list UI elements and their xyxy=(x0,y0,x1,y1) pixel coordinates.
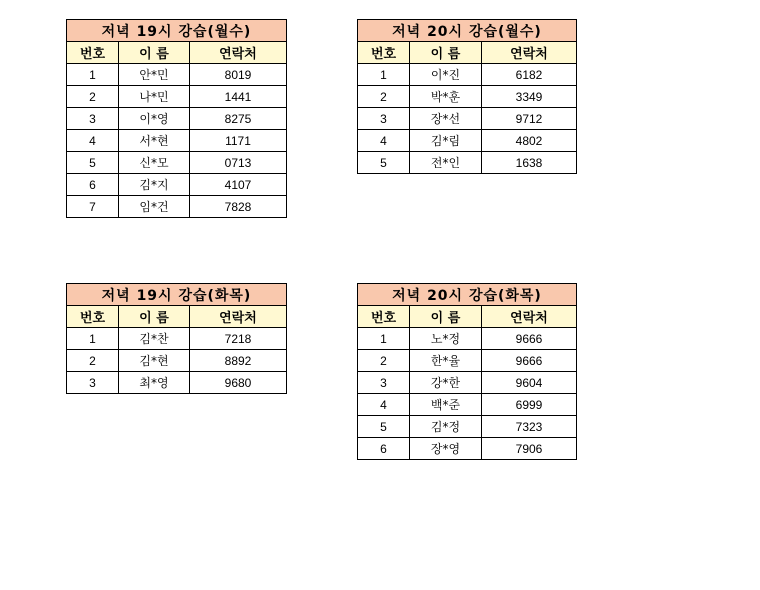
table-row xyxy=(358,438,577,460)
row-contact: 8275 xyxy=(190,108,287,130)
row-number: 4 xyxy=(67,130,119,152)
table-row xyxy=(358,350,577,372)
row-number: 3 xyxy=(358,108,410,130)
row-number: 3 xyxy=(67,108,119,130)
row-name: 나*민 xyxy=(119,86,190,108)
row-contact: 7323 xyxy=(482,416,577,438)
row-number: 2 xyxy=(67,86,119,108)
header-number: 번호 xyxy=(67,306,119,328)
row-contact: 0713 xyxy=(190,152,287,174)
row-contact: 7218 xyxy=(190,328,287,350)
row-number: 5 xyxy=(358,416,410,438)
schedule-table-tue-thu-20 xyxy=(357,283,577,460)
schedule-table-mon-wed-19 xyxy=(66,19,287,218)
table-row xyxy=(67,86,287,108)
table-title: 저녁 19시 강습(화목) xyxy=(67,284,287,306)
row-number: 1 xyxy=(67,328,119,350)
header-name: 이 름 xyxy=(410,306,482,328)
row-name: 백*준 xyxy=(410,394,482,416)
table-title: 저녁 20시 강습(월수) xyxy=(358,20,577,42)
row-number: 2 xyxy=(67,350,119,372)
row-name: 장*선 xyxy=(410,108,482,130)
row-contact: 6182 xyxy=(482,64,577,86)
row-number: 7 xyxy=(67,196,119,218)
row-contact: 7828 xyxy=(190,196,287,218)
row-number: 2 xyxy=(358,350,410,372)
row-name: 김*현 xyxy=(119,350,190,372)
row-contact: 9604 xyxy=(482,372,577,394)
row-number: 3 xyxy=(67,372,119,394)
row-contact: 9712 xyxy=(482,108,577,130)
row-name: 김*찬 xyxy=(119,328,190,350)
row-name: 전*인 xyxy=(410,152,482,174)
table-row xyxy=(67,64,287,86)
row-number: 1 xyxy=(358,64,410,86)
row-number: 5 xyxy=(67,152,119,174)
row-contact: 1638 xyxy=(482,152,577,174)
header-contact: 연락처 xyxy=(482,306,577,328)
row-name: 임*건 xyxy=(119,196,190,218)
header-number: 번호 xyxy=(358,42,410,64)
row-name: 박*훈 xyxy=(410,86,482,108)
table-row xyxy=(67,130,287,152)
row-contact: 9680 xyxy=(190,372,287,394)
row-contact: 9666 xyxy=(482,328,577,350)
row-name: 이*진 xyxy=(410,64,482,86)
row-number: 2 xyxy=(358,86,410,108)
row-name: 안*민 xyxy=(119,64,190,86)
table-row xyxy=(358,416,577,438)
table-row xyxy=(358,86,577,108)
table-row xyxy=(358,130,577,152)
row-number: 3 xyxy=(358,372,410,394)
row-name: 장*영 xyxy=(410,438,482,460)
header-name: 이 름 xyxy=(119,42,190,64)
row-number: 6 xyxy=(67,174,119,196)
table-title: 저녁 19시 강습(월수) xyxy=(67,20,287,42)
table-row xyxy=(67,152,287,174)
schedule-table-mon-wed-20 xyxy=(357,19,577,174)
row-name: 노*정 xyxy=(410,328,482,350)
header-contact: 연락처 xyxy=(190,42,287,64)
row-contact: 9666 xyxy=(482,350,577,372)
table-row xyxy=(358,372,577,394)
row-contact: 8019 xyxy=(190,64,287,86)
row-name: 김*지 xyxy=(119,174,190,196)
row-contact: 1441 xyxy=(190,86,287,108)
row-name: 김*정 xyxy=(410,416,482,438)
row-name: 서*현 xyxy=(119,130,190,152)
row-number: 4 xyxy=(358,130,410,152)
table-row xyxy=(67,372,287,394)
schedule-table-tue-thu-19 xyxy=(66,283,287,394)
table-title: 저녁 20시 강습(화목) xyxy=(358,284,577,306)
header-name: 이 름 xyxy=(119,306,190,328)
header-name: 이 름 xyxy=(410,42,482,64)
header-number: 번호 xyxy=(67,42,119,64)
table-row xyxy=(358,328,577,350)
row-number: 5 xyxy=(358,152,410,174)
table-row xyxy=(358,394,577,416)
row-number: 6 xyxy=(358,438,410,460)
table-row xyxy=(358,64,577,86)
row-contact: 4802 xyxy=(482,130,577,152)
table-row xyxy=(358,108,577,130)
row-number: 1 xyxy=(358,328,410,350)
table-row xyxy=(67,108,287,130)
row-name: 김*림 xyxy=(410,130,482,152)
row-name: 한*율 xyxy=(410,350,482,372)
row-number: 4 xyxy=(358,394,410,416)
row-contact: 3349 xyxy=(482,86,577,108)
row-contact: 7906 xyxy=(482,438,577,460)
header-contact: 연락처 xyxy=(190,306,287,328)
header-contact: 연락처 xyxy=(482,42,577,64)
table-row xyxy=(67,174,287,196)
row-contact: 4107 xyxy=(190,174,287,196)
row-name: 이*영 xyxy=(119,108,190,130)
row-contact: 6999 xyxy=(482,394,577,416)
row-number: 1 xyxy=(67,64,119,86)
row-name: 강*한 xyxy=(410,372,482,394)
row-name: 신*모 xyxy=(119,152,190,174)
table-row xyxy=(67,350,287,372)
row-name: 최*영 xyxy=(119,372,190,394)
row-contact: 8892 xyxy=(190,350,287,372)
row-contact: 1171 xyxy=(190,130,287,152)
header-number: 번호 xyxy=(358,306,410,328)
table-row xyxy=(67,328,287,350)
table-row xyxy=(358,152,577,174)
table-row xyxy=(67,196,287,218)
